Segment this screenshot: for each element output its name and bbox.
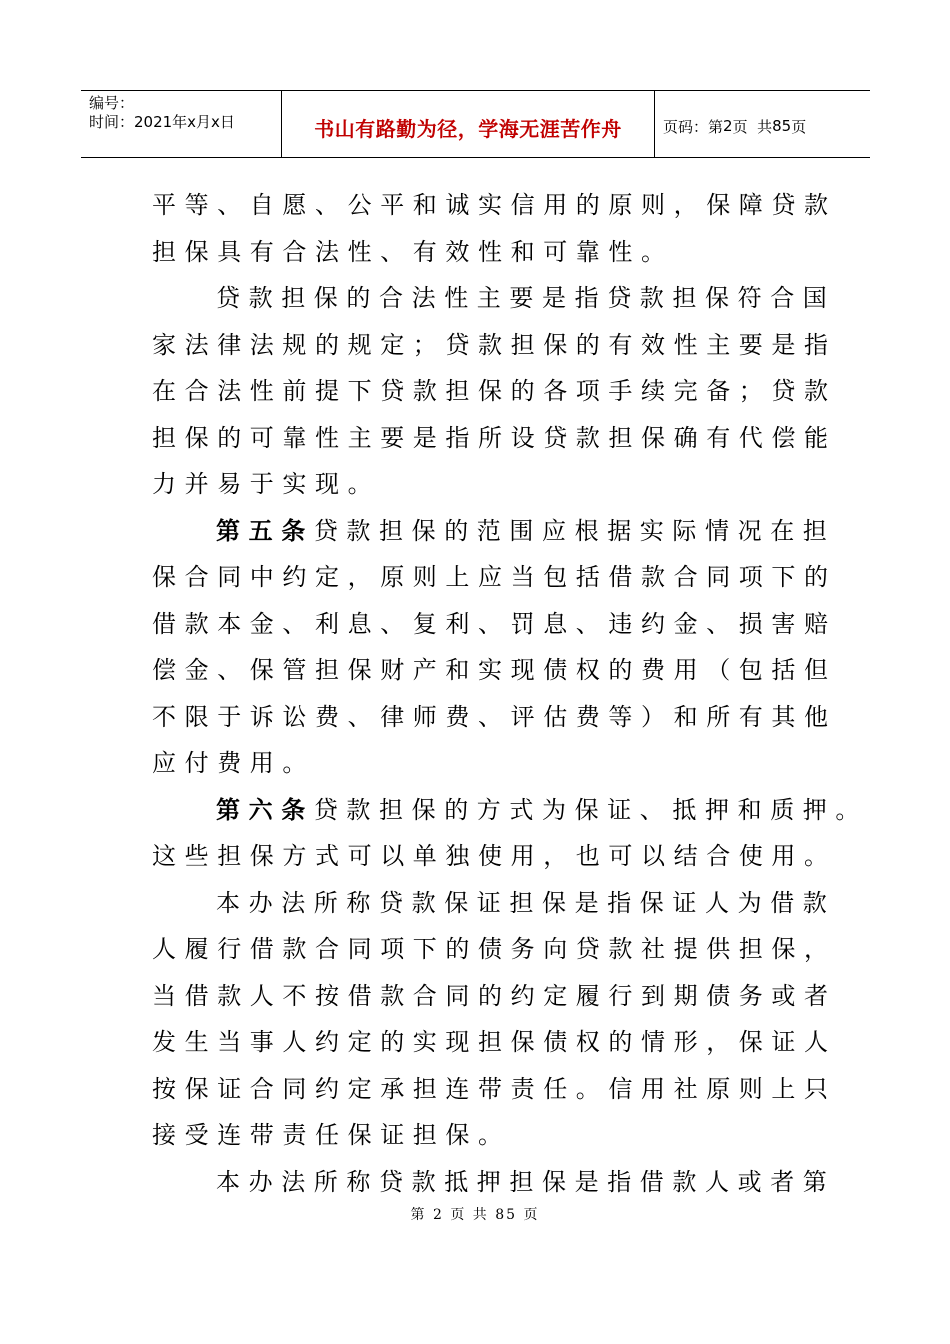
body-line-text: 人履行借款合同项下的债务向贷款社提供担保， — [152, 935, 837, 963]
body-line-text: 贷款担保的范围应根据实际情况在担 — [313, 516, 836, 545]
article-heading: 第六条 — [216, 795, 314, 824]
body-line-text: 当借款人不按借款合同的约定履行到期债务或者 — [152, 981, 837, 1010]
footer-prefix: 第 — [410, 1207, 427, 1223]
body-line-text: 发生当事人约定的实现担保债权的情形，保证人 — [152, 1028, 837, 1056]
body-line — [152, 461, 802, 508]
body-line-text: 担保的可靠性主要是指所设贷款担保确有代偿能 — [152, 423, 837, 452]
body-line — [152, 833, 837, 880]
body-line — [152, 554, 837, 601]
header-page-suffix: 页 — [791, 117, 807, 136]
header-page-total: 85 — [772, 117, 792, 135]
body-line-text: 保合同中约定，原则上应当包括借款合同项下的 — [152, 563, 837, 591]
body-line — [152, 275, 836, 322]
header-page-current: 2 — [723, 117, 733, 135]
body-line — [152, 787, 869, 834]
body-line — [152, 880, 836, 927]
body-line — [152, 1112, 802, 1159]
body-line — [152, 1019, 837, 1066]
body-line-text: 不限于诉讼费、律师费、评估费等）和所有其他 — [152, 702, 837, 731]
body-line-text: 本办法所称贷款抵押担保是指借款人或者第 — [216, 1167, 836, 1196]
document-number-label: 编号： — [89, 94, 135, 112]
page-footer — [0, 1204, 950, 1224]
body-line — [152, 694, 837, 741]
document-body — [152, 182, 869, 1205]
body-line-text: 贷款担保的方式为保证、抵押和质押。 — [313, 795, 869, 824]
body-line-text: 在合法性前提下贷款担保的各项手续完备；贷款 — [152, 377, 837, 405]
footer-mid: 页 共 — [450, 1207, 489, 1223]
footer-page-total: 85 — [495, 1207, 518, 1223]
body-line-text: 应付费用。 — [152, 749, 315, 777]
header-motto: 书山有路勤为径，学海无涯苦作舟 — [314, 116, 622, 141]
body-line — [152, 182, 837, 229]
document-time-label: 时间：2021年x月x日 — [89, 113, 235, 131]
body-line-text: 本办法所称贷款保证担保是指保证人为借款 — [216, 888, 836, 917]
body-line — [152, 322, 837, 369]
body-line — [152, 601, 837, 648]
header-page-mid: 页 共 — [732, 117, 773, 136]
article-heading: 第五条 — [216, 516, 314, 545]
body-line-text: 偿金、保管担保财产和实现债权的费用（包括但 — [152, 656, 837, 684]
body-line — [152, 1159, 836, 1206]
body-line-text: 担保具有合法性、有效性和可靠性。 — [152, 237, 674, 266]
page-header — [81, 90, 870, 158]
header-meta-cell — [81, 91, 282, 157]
body-line-text: 这些担保方式可以单独使用，也可以结合使用。 — [152, 842, 837, 870]
body-line-text: 按保证合同约定承担连带责任。信用社原则上只 — [152, 1074, 837, 1103]
body-line-text: 力并易于实现。 — [152, 470, 381, 498]
body-line — [152, 926, 837, 973]
body-line — [152, 508, 836, 555]
body-line — [152, 1066, 837, 1113]
footer-page-current: 2 — [432, 1207, 444, 1223]
header-page-cell — [655, 91, 870, 157]
body-line — [152, 740, 802, 787]
body-line-text: 家法律法规的规定；贷款担保的有效性主要是指 — [152, 330, 837, 359]
body-line-text: 接受连带责任保证担保。 — [152, 1121, 511, 1149]
body-line — [152, 973, 837, 1020]
header-page-prefix: 页码：第 — [663, 117, 724, 136]
body-line — [152, 647, 837, 694]
header-motto-cell — [282, 91, 655, 157]
body-line-text: 平等、自愿、公平和诚实信用的原则，保障贷款 — [152, 191, 837, 219]
body-line — [152, 368, 837, 415]
body-line — [152, 229, 802, 276]
footer-suffix: 页 — [523, 1207, 540, 1223]
body-line-text: 借款本金、利息、复利、罚息、违约金、损害赔 — [152, 609, 837, 638]
body-line — [152, 415, 837, 462]
body-line-text: 贷款担保的合法性主要是指贷款担保符合国 — [216, 284, 836, 312]
